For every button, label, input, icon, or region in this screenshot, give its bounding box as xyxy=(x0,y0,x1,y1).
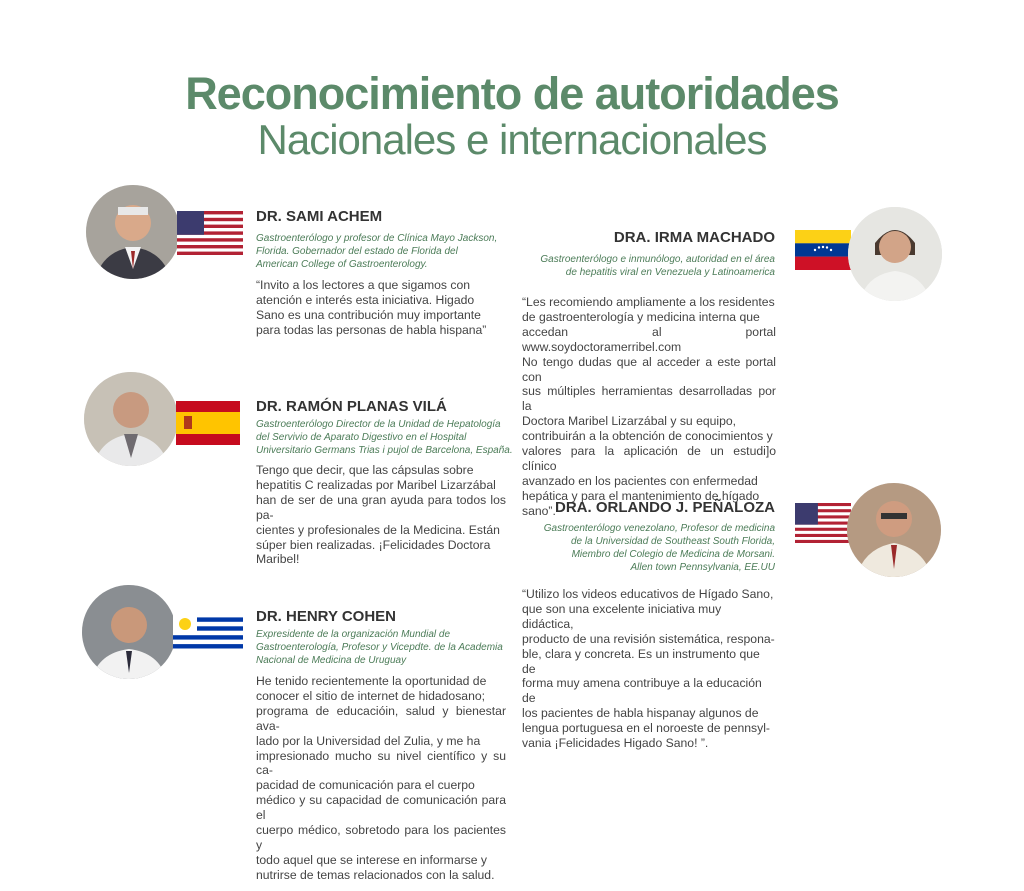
portrait-photo xyxy=(847,483,941,577)
profile-quote: “Utilizo los videos educativos de Hígado Sano, que son una excelente iniciativa muy didáctica, producto de una revisión sistemática, respona- ble, clara y concreta. Es un instrumento que de forma muy amena contribuye a la educación de los pacientes de habla hispanay algunos de lengua portuguesa en el noroeste de pennsyl- vania ¡Felicidades Higado Sano! ”. xyxy=(522,587,775,751)
profile-quote: He tenido recientemente la oportunidad de conocer el sitio de internet de hidadosano; programa de educacióin, salud y bienestar ava- lado por la Universidad del Zulia, y me ha impresionado mucho su nivel científico y su ca- pacidad de comunicación para el cuerpo médico y su capacidad de comunicación para el cuerpo médico, sobretodo para los pacientes y todo aquel que se interese en informarse y nutrirse de temas relacionados con la salud. xyxy=(256,674,506,882)
page-title: Reconocimiento de autoridades xyxy=(185,68,839,119)
profile-credentials: Gastroenterólogo y profesor de Clínica Mayo Jackson, Florida. Gobernador del estado de Florida del American College of Gastroenterology. xyxy=(256,233,498,270)
profile-name: DR. SAMI ACHEM xyxy=(256,208,383,225)
profile-credentials: Gastroenterólogo venezolano, Profesor de medicina de la Universidad de Southeast South Florida, Miembro del Colegio de Medicina de Morsani. Allen town Pennsylvania, EE.UU xyxy=(543,523,775,573)
avatar xyxy=(847,483,941,577)
profile-credentials: Gastroenterólogo Director de la Unidad de Hepatología del Servivio de Aparato Digestivo en el Hospital Universitario Germans Trias i pujol de Barcelona, España. xyxy=(256,419,513,456)
portrait-photo xyxy=(86,185,180,279)
portrait-photo xyxy=(84,372,178,466)
profile-quote: “Invito a los lectores a que sigamos con atención e interés esta iniciativa. Higado Sano es una contribución muy importante para todas las personas de habla hispana” xyxy=(256,278,487,337)
profile-name: DR. RAMÓN PLANAS VILÁ xyxy=(256,398,447,415)
profile-credentials: Gastroenterólogo e inmunólogo, autoridad en el área de hepatitis viral en Venezuela y Latinoamerica xyxy=(540,254,775,278)
profile-quote: “Les recomiendo ampliamente a los residentes de gastroenterología y medicina interna que accedan al portal www.soydoctoramerribel.com No tengo dudas que al acceder a este portal con sus múltiples herramientas desarrolladas por la Doctora Maribel Lizarzábal y su equipo, contribuirán a la obtención de conocimientos y valores para la aplicación de un estudi]o clínico avanzado en los pacientes con enfermedad hepática y para el mantenimiento de hígado sano”. xyxy=(522,295,776,518)
portrait-photo xyxy=(82,585,176,679)
avatar xyxy=(848,207,942,301)
profile-quote: Tengo que decir, que las cápsulas sobre hepatitis C realizadas por Maribel Lizarzábal han de ser de una gran ayuda para todos los pa- cientes y profesionales de la Medicina. Están súper bien realizadas. ¡Felicidades Doctora Maribel! xyxy=(256,463,506,567)
usa-flag-icon xyxy=(795,503,851,543)
venezuela-flag-icon xyxy=(795,230,851,270)
avatar xyxy=(86,185,180,279)
uruguay-flag-icon xyxy=(173,613,243,653)
avatar xyxy=(82,585,176,679)
spain-flag-icon xyxy=(176,401,240,445)
page-subtitle: Nacionales e internacionales xyxy=(257,116,767,163)
profile-credentials: Expresidente de la organización Mundial de Gastroenterología, Profesor y Vicepdte. de la Academia Nacional de Medicina de Uruguay xyxy=(256,629,503,666)
profile-name: DRA. ORLANDO J. PEÑALOZA xyxy=(554,499,775,516)
avatar xyxy=(84,372,178,466)
portrait-photo xyxy=(848,207,942,301)
profile-name: DR. HENRY COHEN xyxy=(256,608,397,625)
profile-name: DRA. IRMA MACHADO xyxy=(613,229,775,246)
usa-flag-icon xyxy=(177,211,243,255)
